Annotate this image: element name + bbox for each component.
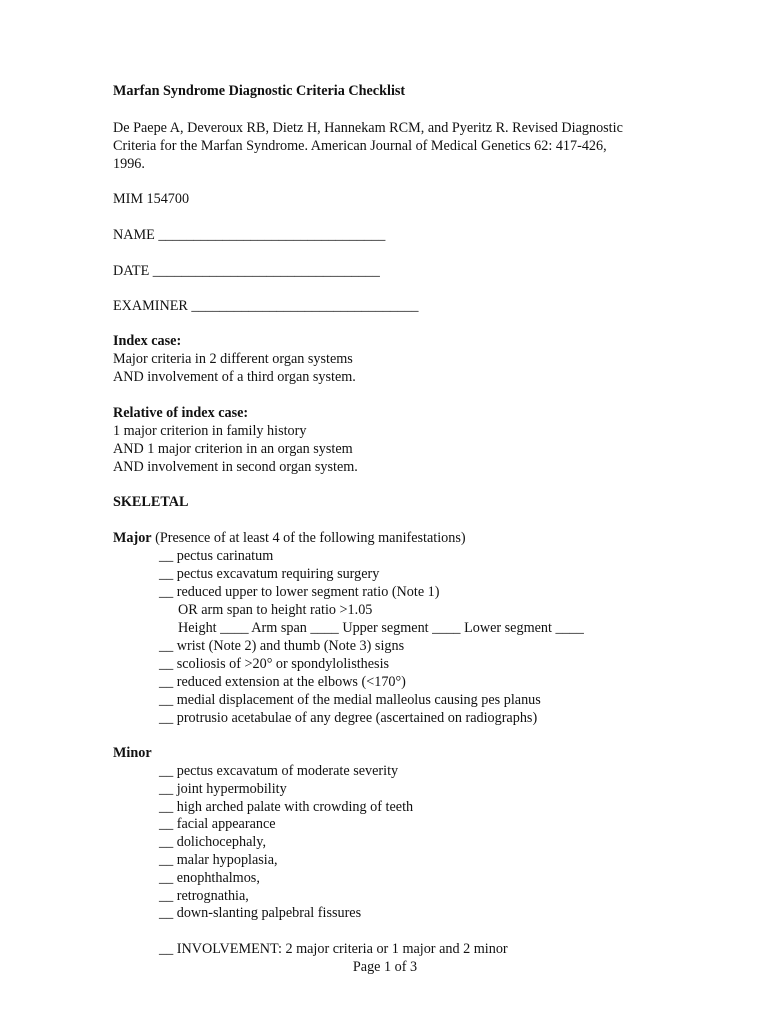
examiner-field: EXAMINER ________________________________: [113, 298, 419, 314]
involvement-line: __ INVOLVEMENT: 2 major criteria or 1 major and 2 minor: [159, 941, 508, 957]
minor-item: __ retrognathia,: [159, 888, 249, 904]
minor-item: __ down-slanting palpebral fissures: [159, 905, 362, 921]
page-title: Marfan Syndrome Diagnostic Criteria Checklist: [113, 83, 406, 99]
date-field: DATE ________________________________: [113, 263, 380, 279]
major-item: __ protrusio acetabulae of any degree (ascertained on radiographs): [159, 710, 538, 726]
major-item: __ wrist (Note 2) and thumb (Note 3) signs: [159, 638, 405, 654]
major-item: __ scoliosis of >20° or spondylolisthesis: [159, 656, 390, 672]
index-case-line-1: Major criteria in 2 different organ systems: [113, 351, 353, 367]
ratio-line: OR arm span to height ratio >1.05: [178, 602, 373, 618]
minor-item: __ high arched palate with crowding of teeth: [159, 799, 414, 815]
major-item: __ reduced upper to lower segment ratio (Note 1): [159, 584, 440, 600]
minor-item: __ malar hypoplasia,: [159, 852, 278, 868]
citation-line-1: De Paepe A, Deveroux RB, Dietz H, Hannekam RCM, and Pyeritz R. Revised Diagnostic: [113, 120, 623, 136]
skeletal-heading: SKELETAL: [113, 494, 189, 510]
minor-item: __ facial appearance: [159, 816, 276, 832]
major-label: Major: [113, 530, 152, 546]
major-note: (Presence of at least 4 of the following manifestations): [151, 530, 466, 546]
relative-case-heading: Relative of index case:: [113, 405, 249, 421]
minor-item: __ dolichocephaly,: [159, 834, 267, 850]
major-criteria-header: [113, 529, 466, 547]
major-item: __ reduced extension at the elbows (<170°): [159, 674, 406, 690]
index-case-heading: Index case:: [113, 333, 182, 349]
relative-case-line-1: 1 major criterion in family history: [113, 423, 307, 439]
relative-case-line-3: AND involvement in second organ system.: [113, 459, 358, 475]
citation-line-2: Criteria for the Marfan Syndrome. American Journal of Medical Genetics 62: 417-426,: [113, 138, 607, 154]
relative-case-line-2: AND 1 major criterion in an organ system: [113, 441, 353, 457]
minor-item: __ joint hypermobility: [159, 781, 287, 797]
page-footer: Page 1 of 3: [352, 959, 418, 975]
minor-label: Minor: [113, 745, 152, 761]
citation-line-3: 1996.: [113, 156, 145, 172]
major-item: __ medial displacement of the medial malleolus causing pes planus: [159, 692, 541, 708]
name-field: NAME ________________________________: [113, 227, 386, 243]
mim-number: MIM 154700: [113, 191, 190, 207]
minor-item: __ enophthalmos,: [159, 870, 260, 886]
major-item: __ pectus excavatum requiring surgery: [159, 566, 380, 582]
major-item: __ pectus carinatum: [159, 548, 274, 564]
measurement-line: Height ____ Arm span ____ Upper segment ____ Lower segment ____: [178, 620, 584, 636]
index-case-line-2: AND involvement of a third organ system.: [113, 369, 356, 385]
minor-item: __ pectus excavatum of moderate severity: [159, 763, 399, 779]
